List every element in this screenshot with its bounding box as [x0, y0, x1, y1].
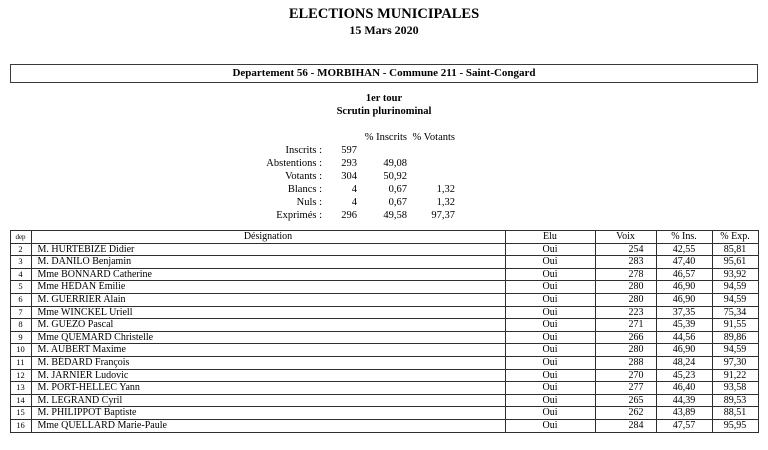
column-header-pct-exp: % Exp. [712, 231, 758, 244]
summary-row [227, 170, 455, 183]
dep-cell: 3 [10, 256, 31, 269]
summary-header-pct-votants: % Votants [412, 132, 455, 143]
voix-cell: 223 [595, 306, 656, 319]
results-tbody [10, 243, 758, 432]
dep-cell: 10 [10, 344, 31, 357]
summary-pct-inscrits: 49,08 [383, 158, 407, 169]
voix-cell: 270 [595, 369, 656, 382]
summary-label: Abstentions : [266, 158, 322, 169]
summary-pct-inscrits: 50,92 [383, 171, 407, 182]
pct-exp-cell: 91,55 [712, 319, 758, 332]
elu-cell: Oui [505, 256, 595, 269]
elu-cell: Oui [505, 356, 595, 369]
summary-label: Exprimés : [276, 210, 322, 221]
table-row [10, 256, 758, 269]
elu-cell: Oui [505, 419, 595, 432]
dep-cell: 4 [10, 268, 31, 281]
summary-pct-votants: 1,32 [436, 184, 455, 195]
dep-cell: 2 [10, 243, 31, 256]
summary-row [227, 157, 455, 170]
elu-cell: Oui [505, 331, 595, 344]
summary-value: 4 [351, 184, 357, 195]
dep-cell: 11 [10, 356, 31, 369]
summary-pct-votants: 1,32 [436, 197, 455, 208]
designation-cell: M. PORT-HELLEC Yann [31, 382, 505, 395]
voix-cell: 271 [595, 319, 656, 332]
table-row [10, 369, 758, 382]
pct-ins-cell: 46,40 [656, 382, 712, 395]
page-title: ELECTIONS MUNICIPALES [288, 6, 480, 22]
voix-cell: 288 [595, 356, 656, 369]
voix-cell: 280 [595, 281, 656, 294]
pct-exp-cell: 94,59 [712, 344, 758, 357]
pct-exp-cell: 93,92 [712, 268, 758, 281]
dep-cell: 5 [10, 281, 31, 294]
results-table [10, 230, 759, 433]
summary-label: Votants : [285, 171, 322, 182]
summary-value: 293 [341, 158, 357, 169]
summary-pct-inscrits [357, 144, 407, 157]
table-row [10, 306, 758, 319]
dep-cell: 12 [10, 369, 31, 382]
table-row [10, 281, 758, 294]
summary-header-row [227, 131, 455, 144]
pct-ins-cell: 44,39 [656, 394, 712, 407]
designation-cell: M. HURTEBIZE Didier [31, 243, 505, 256]
round-block [0, 92, 768, 118]
pct-ins-cell: 47,57 [656, 419, 712, 432]
table-row [10, 407, 758, 420]
summary-label: Nuls : [296, 197, 322, 208]
summary-pct-votants: 97,37 [431, 210, 455, 221]
summary-label: Inscrits : [285, 145, 322, 156]
dep-cell: 13 [10, 382, 31, 395]
designation-cell: M. DANILO Benjamin [31, 256, 505, 269]
dep-cell: 7 [10, 306, 31, 319]
pct-ins-cell: 46,57 [656, 268, 712, 281]
table-row [10, 243, 758, 256]
elu-cell: Oui [505, 407, 595, 420]
table-row [10, 419, 758, 432]
summary-tbody [227, 144, 455, 222]
summary-header-spacer [322, 131, 357, 144]
voix-cell: 265 [595, 394, 656, 407]
summary-pct-inscrits: 0,67 [388, 197, 407, 208]
summary-pct-votants [407, 157, 455, 170]
dep-cell: 14 [10, 394, 31, 407]
voix-cell: 266 [595, 331, 656, 344]
pct-ins-cell: 46,90 [656, 344, 712, 357]
designation-cell: M. GUEZO Pascal [31, 319, 505, 332]
table-row [10, 319, 758, 332]
summary-label: Blancs : [287, 184, 322, 195]
summary-pct-inscrits: 0,67 [388, 184, 407, 195]
pct-exp-cell: 95,61 [712, 256, 758, 269]
pct-exp-cell: 89,53 [712, 394, 758, 407]
summary-value: 597 [341, 145, 357, 156]
designation-cell: Mme HÉDAN Émilie [31, 281, 505, 294]
designation-cell: Mme WINCKEL Uriell [31, 306, 505, 319]
voix-cell: 277 [595, 382, 656, 395]
pct-exp-cell: 95,95 [712, 419, 758, 432]
pct-exp-cell: 88,51 [712, 407, 758, 420]
pct-ins-cell: 47,40 [656, 256, 712, 269]
pct-exp-cell: 97,30 [712, 356, 758, 369]
designation-cell: Mme QUELLARD Marie-Paule [31, 419, 505, 432]
ballot-type-label: Scrutin plurinominal [336, 106, 432, 117]
summary-value: 304 [341, 171, 357, 182]
title-block [0, 0, 768, 38]
dep-cell: 8 [10, 319, 31, 332]
column-header-dep: dep [10, 231, 31, 244]
pct-exp-cell: 94,59 [712, 281, 758, 294]
table-row [10, 331, 758, 344]
table-row [10, 293, 758, 306]
designation-cell: M. LEGRAND Cyril [31, 394, 505, 407]
pct-ins-cell: 42,55 [656, 243, 712, 256]
column-header-pct-ins: % Ins. [656, 231, 712, 244]
pct-ins-cell: 44,56 [656, 331, 712, 344]
summary-row [227, 183, 455, 196]
summary-value: 296 [341, 210, 357, 221]
voix-cell: 284 [595, 419, 656, 432]
pct-ins-cell: 37,35 [656, 306, 712, 319]
pct-ins-cell: 45,23 [656, 369, 712, 382]
elu-cell: Oui [505, 319, 595, 332]
summary-header-spacer [227, 131, 322, 144]
pct-exp-cell: 85,81 [712, 243, 758, 256]
pct-exp-cell: 89,86 [712, 331, 758, 344]
table-row [10, 344, 758, 357]
elu-cell: Oui [505, 344, 595, 357]
voix-cell: 280 [595, 344, 656, 357]
summary-table [227, 131, 455, 222]
designation-cell: M. GUERRIER Alain [31, 293, 505, 306]
round-label: 1er tour [365, 93, 403, 104]
elu-cell: Oui [505, 369, 595, 382]
pct-exp-cell: 93,58 [712, 382, 758, 395]
elu-cell: Oui [505, 306, 595, 319]
election-date: 15 Mars 2020 [349, 23, 419, 37]
elu-cell: Oui [505, 243, 595, 256]
elu-cell: Oui [505, 268, 595, 281]
table-row [10, 356, 758, 369]
table-row [10, 382, 758, 395]
voix-cell: 283 [595, 256, 656, 269]
elu-cell: Oui [505, 293, 595, 306]
summary-header-pct-inscrits: % Inscrits [364, 132, 407, 143]
pct-ins-cell: 46,90 [656, 293, 712, 306]
elu-cell: Oui [505, 281, 595, 294]
department-header-box [10, 64, 758, 83]
summary-pct-inscrits: 49,58 [383, 210, 407, 221]
summary-row [227, 209, 455, 222]
voix-cell: 262 [595, 407, 656, 420]
summary-pct-votants [407, 144, 455, 157]
designation-cell: M. AUBERT Maxime [31, 344, 505, 357]
summary-row [227, 144, 455, 157]
designation-cell: M. PHILIPPOT Baptiste [31, 407, 505, 420]
summary-value: 4 [351, 197, 357, 208]
designation-cell: Mme QUEMARD Christelle [31, 331, 505, 344]
pct-ins-cell: 43,89 [656, 407, 712, 420]
designation-cell: Mme BONNARD Catherine [31, 268, 505, 281]
table-row [10, 268, 758, 281]
voix-cell: 254 [595, 243, 656, 256]
voix-cell: 278 [595, 268, 656, 281]
dep-cell: 16 [10, 419, 31, 432]
results-header-row [10, 231, 758, 244]
designation-cell: M. BÉDARD François [31, 356, 505, 369]
pct-ins-cell: 46,90 [656, 281, 712, 294]
dep-cell: 15 [10, 407, 31, 420]
table-row [10, 394, 758, 407]
dep-cell: 9 [10, 331, 31, 344]
pct-exp-cell: 75,34 [712, 306, 758, 319]
summary-row [227, 196, 455, 209]
column-header-voix: Voix [595, 231, 656, 244]
pct-exp-cell: 94,59 [712, 293, 758, 306]
voix-cell: 280 [595, 293, 656, 306]
elu-cell: Oui [505, 382, 595, 395]
department-header: Departement 56 - MORBIHAN - Commune 211 - Saint-Congard [232, 67, 536, 79]
dep-cell: 6 [10, 293, 31, 306]
pct-ins-cell: 48,24 [656, 356, 712, 369]
column-header-designation: Désignation [31, 231, 505, 244]
summary-pct-votants [407, 170, 455, 183]
pct-ins-cell: 45,39 [656, 319, 712, 332]
designation-cell: M. JARNIER Ludovic [31, 369, 505, 382]
elu-cell: Oui [505, 394, 595, 407]
column-header-elu: Elu [505, 231, 595, 244]
pct-exp-cell: 91,22 [712, 369, 758, 382]
